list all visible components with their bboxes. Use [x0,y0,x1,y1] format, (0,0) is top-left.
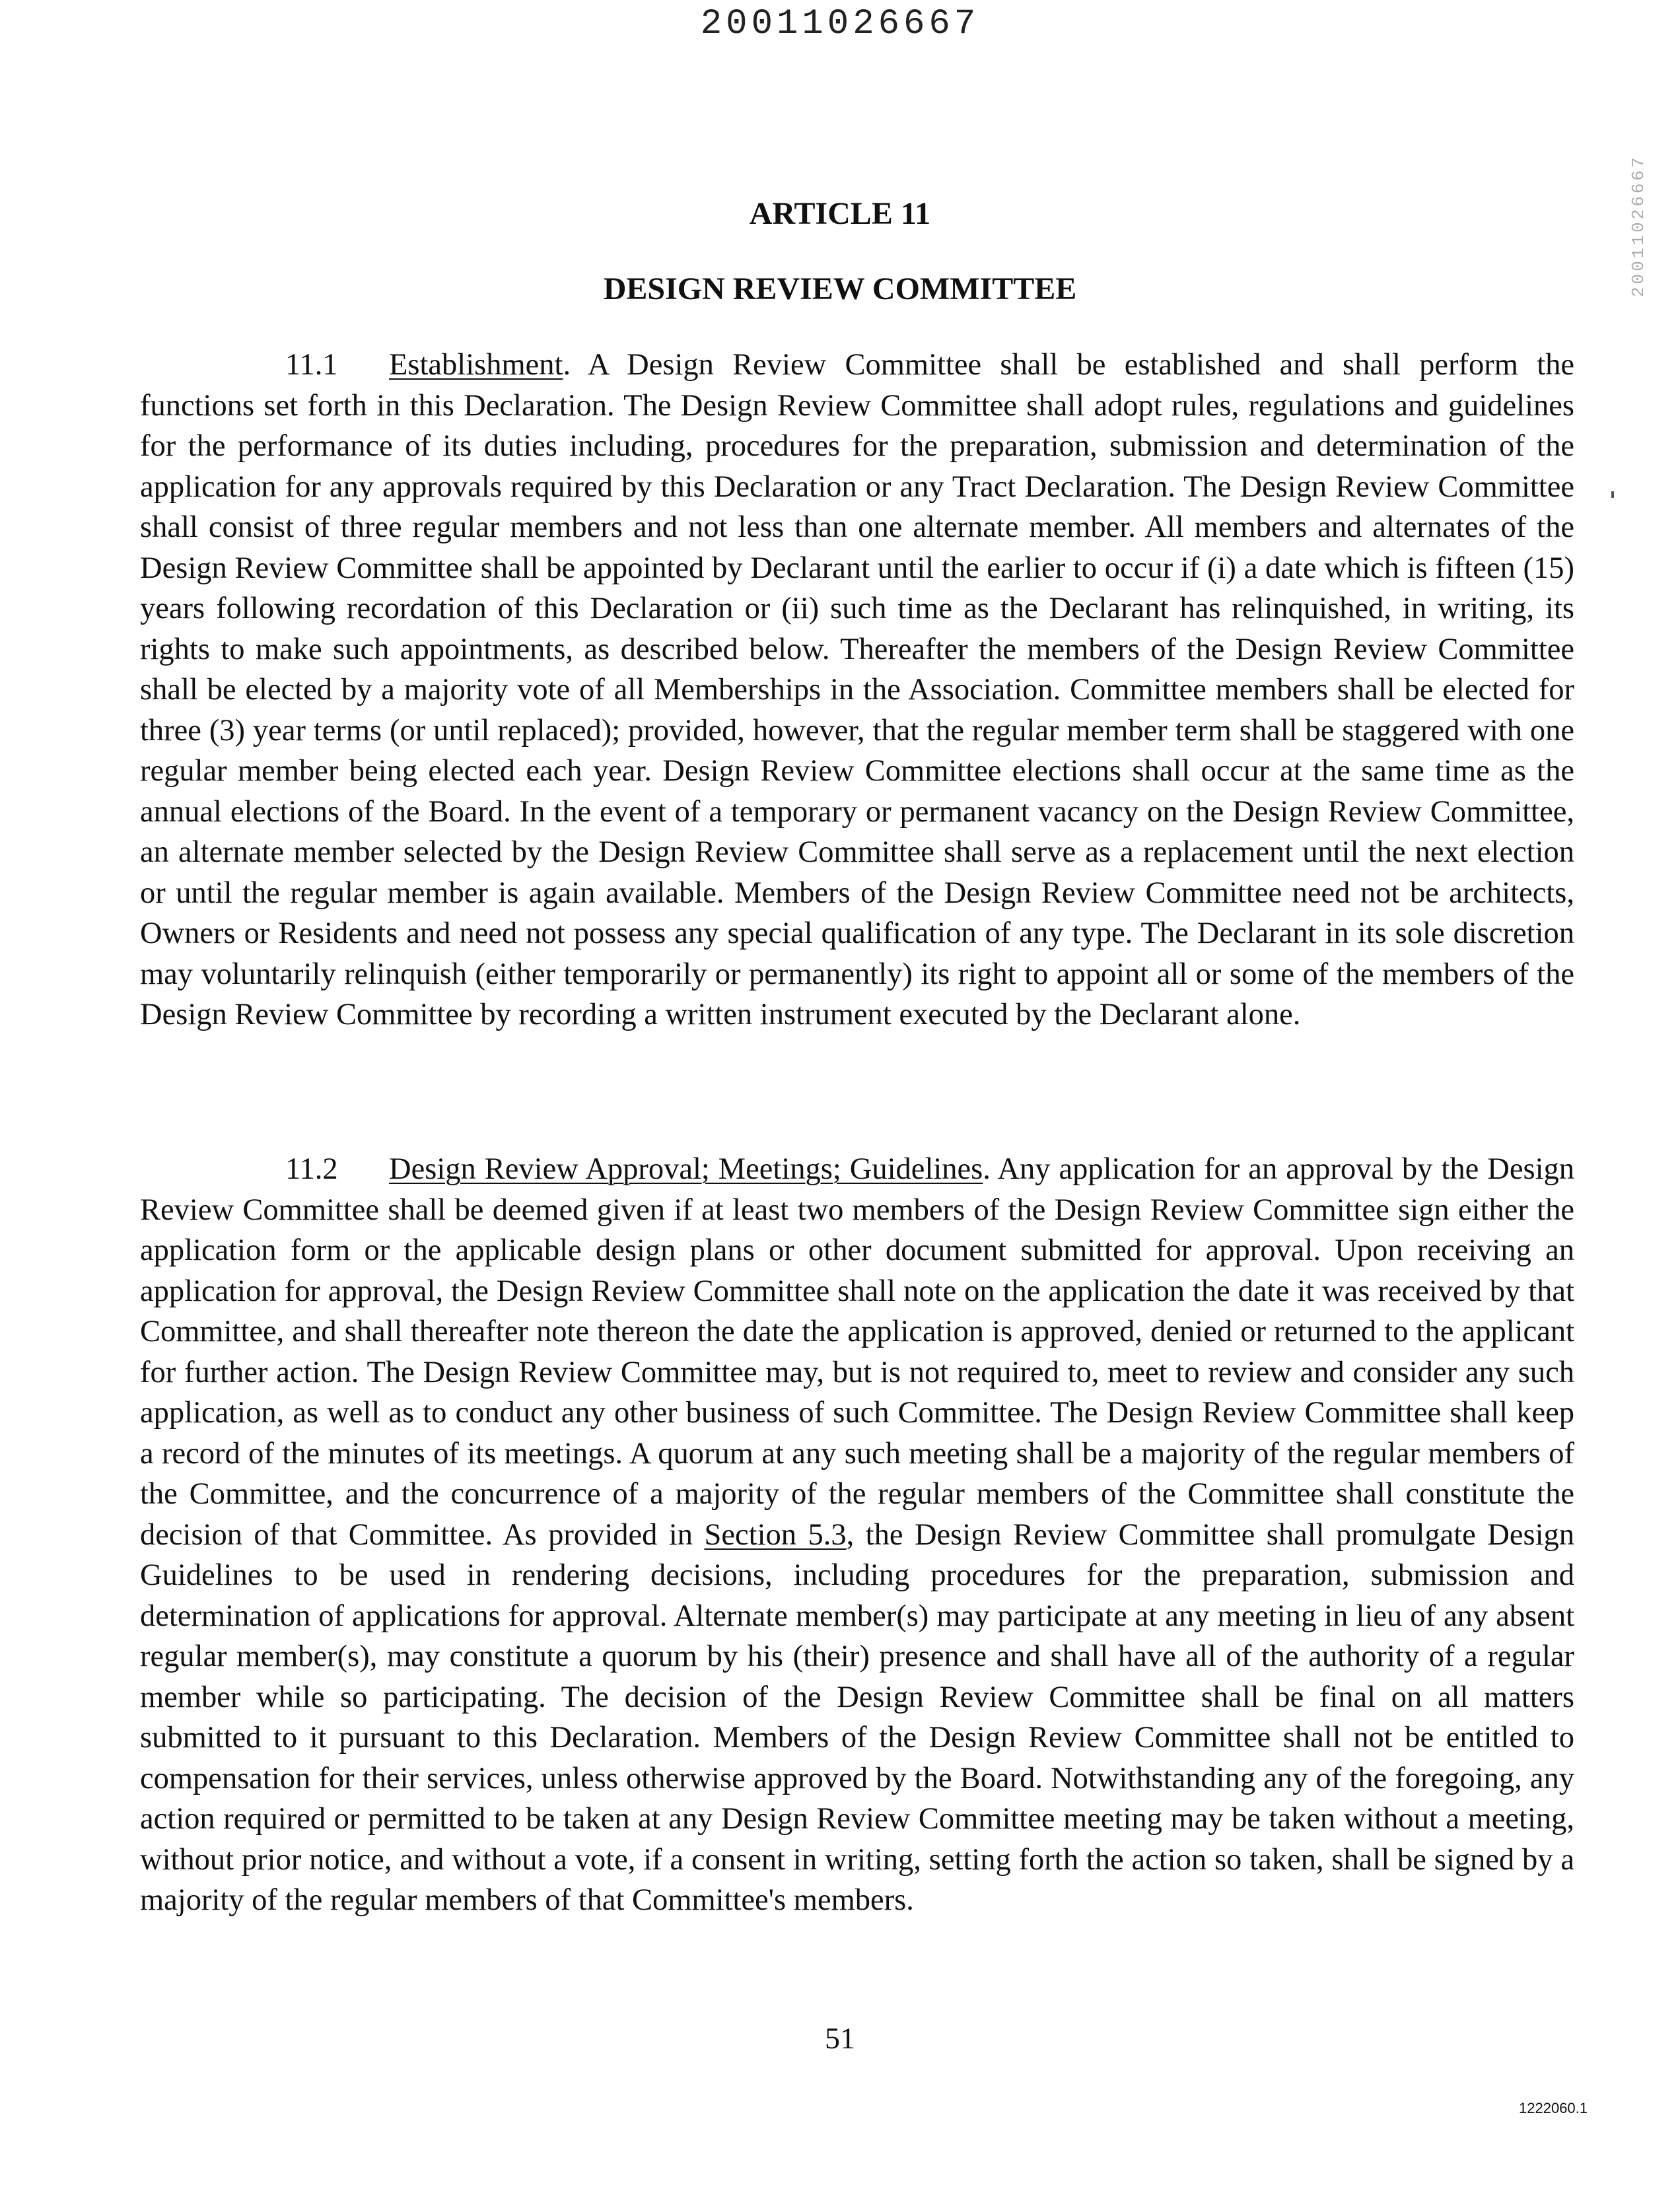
article-subtitle: DESIGN REVIEW COMMITTEE [603,271,1077,306]
article-title: ARTICLE 11 [749,196,931,231]
section-11-2 [140,1149,1574,1921]
section-heading: Design Review Approval; Meetings; Guidelines [389,1152,983,1186]
section-heading: Establishment [389,348,563,382]
heading-punctuation: . [563,348,571,382]
section-text: Any application for an approval by the Design Review Committee shall be deemed given if at least two members of the Design Review Committee sign either the application form or the applicable design plans or other document submitted for approval. Upon receiving an application for approval, the Design Review Committee shall note on the application the date it was received by that Committee, and shall thereafter note thereon the date the application is approved, denied or returned to the applicant for further action. The Design Review Committee may, but is not required to, meet to review and consider any such application, as well as to conduct any other business of such Committee. The Design Review Committee shall keep a record of the minutes of its meetings. A quorum at any such meeting shall be a majority of the regular members of the Committee, and the concurrence of a majority of the regular members of the Committee shall constitute the decision of that Committee. As provided in [140,1152,1574,1552]
section-number: 11.1 [285,348,338,382]
scan-mark [1611,491,1614,498]
document-code: 1222060.1 [1519,2100,1588,2116]
margin-recording-stamp: 20011026667 [1628,155,1648,297]
recording-number: 20011026667 [700,4,980,44]
section-11-1 [140,345,1574,1035]
section-reference: Section 5.3 [704,1517,847,1552]
section-number: 11.2 [285,1152,338,1186]
section-text-continued: , the Design Review Committee shall promulgate Design Guidelines to be used in rendering decisions, including procedures for the preparation, submission and determination of applications for approval. Alternate member(s) may participate at any meeting in lieu of any absent regular member(s), may constitute a quorum by his (their) presence and shall have all of the authority of a regular member while so participating. The decision of the Design Review Committee shall be final on all matters submitted to it pursuant to this Declaration. Members of the Design Review Committee shall not be entitled to compensation for their services, unless otherwise approved by the Board. Notwithstanding any of the foregoing, any action required or permitted to be taken at any Design Review Committee meeting may be taken without a meeting, without prior notice, and without a vote, if a consent in writing, setting forth the action so taken, shall be signed by a majority of the regular members of that Committee's members. [140,1517,1575,1917]
heading-punctuation: . [983,1152,991,1186]
section-text: A Design Review Committee shall be established and shall perform the functions set forth in this Declaration. The Design Review Committee shall adopt rules, regulations and guidelines for the performance of its duties including, procedures for the preparation, submission and determination of the application for any approvals required by this Declaration or any Tract Declaration. The Design Review Committee shall consist of three regular members and not less than one alternate member. All members and alternates of the Design Review Committee shall be appointed by Declarant until the earlier to occur if (i) a date which is fifteen (15) years following recordation of this Declaration or (ii) such time as the Declarant has relinquished, in writing, its rights to make such appointments, as described below. Thereafter the members of the Design Review Committee shall be elected by a majority vote of all Memberships in the Association. Committee members shall be elected for three (3) year terms (or until replaced); provided, however, that the regular member term shall be staggered with one regular member being elected each year. Design Review Committee elections shall occur at the same time as the annual elections of the Board. In the event of a temporary or permanent vacancy on the Design Review Committee, an alternate member selected by the Design Review Committee shall serve as a replacement until the next election or until the regular member is again available. Members of the Design Review Committee need not be architects, Owners or Residents and need not possess any special qualification of any type. The Declarant in its sole discretion may voluntarily relinquish (either temporarily or permanently) its right to appoint all or some of the members of the Design Review Committee by recording a written instrument executed by the Declarant alone. [140,348,1575,1031]
page-number: 51 [825,2021,855,2055]
